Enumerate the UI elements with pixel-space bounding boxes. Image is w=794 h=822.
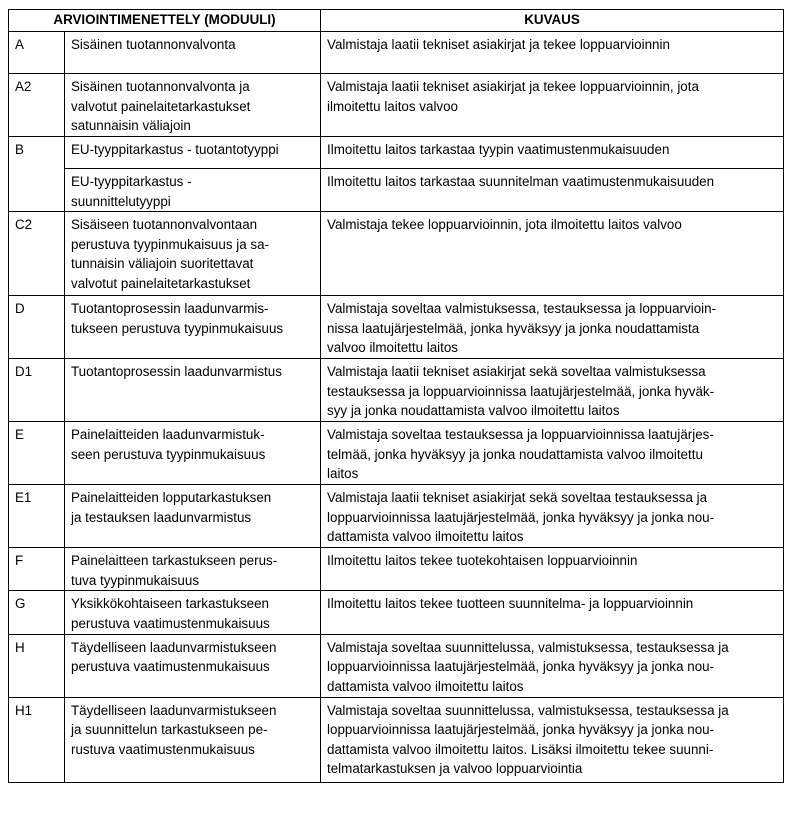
module-code-cell: H1 [9,697,65,782]
module-name-line: perustuva tyypinmukaisuus ja sa- [71,236,269,252]
module-name-line: tuva tyypinmukaisuus [71,572,200,588]
module-name-line: Sisäinen tuotannonvalvonta [71,37,236,52]
description-cell [321,296,784,359]
module-name-line: Painelaitteiden lopputarkastuksen [71,490,272,506]
module-code-cell: E1 [9,485,65,548]
module-name-cell [65,74,321,137]
module-code-cell: E [9,422,65,485]
module-code-cell: D1 [9,359,65,422]
table-row [9,591,784,634]
description-line: Valmistaja soveltaa suunnittelussa, valmistuksessa, testauksessa ja [327,639,729,655]
description-line: dattamista valvoo ilmoitettu laitos [327,529,524,545]
description-cell [321,422,784,485]
module-name-line: Täydelliseen laadunvarmistukseen [71,702,277,718]
table-row [9,485,784,548]
module-code-cell: D [9,296,65,359]
module-name-cell [65,212,321,296]
description-line: Valmistaja laatii tekniset asiakirjat sekä soveltaa valmistuksessa [327,364,706,380]
module-name-cell [65,485,321,548]
module-code-cell: C2 [9,212,65,296]
table-row [9,137,784,169]
description-line: telmatarkastuksen ja valvoo loppuarviointia [327,761,583,777]
module-name-line: tunnaisin väliajoin suoritettavat [71,256,254,272]
module-name-line: Tuotantoprosessin laadunvarmis- [71,301,269,317]
description-line: Valmistaja tekee loppuarvioinnin, jota ilmoitettu laitos valvoo [327,217,682,233]
description-cell [321,548,784,591]
module-name-line: Painelaitteiden laadunvarmistuk- [71,427,265,443]
module-name-cell [65,634,321,697]
description-line: syy ja jonka noudattamista valvoo ilmoitettu laitos [327,403,620,419]
module-name-line: Tuotantoprosessin laadunvarmistus [71,364,282,380]
description-column-header: KUVAUS [321,10,784,32]
description-line: loppuarvioinnissa laatujärjestelmää, jonka hyväksyy ja jonka nou- [327,722,715,738]
module-code-cell: A2 [9,74,65,137]
description-line: dattamista valvoo ilmoitettu laitos. Lisäksi ilmoitettu tekee suunni- [327,741,714,757]
module-name-line: suunnittelutyyppi [71,193,171,209]
module-name-line: Sisäiseen tuotannonvalvontaan [71,217,258,233]
description-line: testauksessa ja loppuarvioinnissa laatujärjestelmää, jonka hyväk- [327,383,715,399]
description-cell [321,137,784,169]
module-name-line: Painelaitteen tarkastukseen perus- [71,553,278,569]
table-row [9,422,784,485]
module-code-cell [9,169,65,212]
description-line: loppuarvioinnissa laatujärjestelmää, jonka hyväksyy ja jonka nou- [327,659,715,675]
module-code-cell: F [9,548,65,591]
description-line: Ilmoitettu laitos tarkastaa suunnitelman vaatimustenmukaisuuden [327,174,715,189]
description-line: Valmistaja soveltaa testauksessa ja loppuarvioinnissa laatujärjes- [327,427,714,443]
description-line: Valmistaja soveltaa suunnittelussa, valmistuksessa, testauksessa ja [327,702,729,718]
description-line: ilmoitettu laitos valvoo [327,98,459,114]
description-line: Valmistaja laatii tekniset asiakirjat ja tekee loppuarvioinnin, jota [327,79,699,94]
module-name-line: Yksikkökohtaiseen tarkastukseen [71,596,269,612]
module-code-cell: A [9,32,65,74]
table-row [9,296,784,359]
description-line: Valmistaja laatii tekniset asiakirjat sekä soveltaa testauksessa ja [327,490,708,506]
module-code-cell: G [9,591,65,634]
module-name-cell [65,422,321,485]
module-name-cell [65,169,321,212]
module-code-cell: H [9,634,65,697]
module-name-line: tukseen perustuva tyypinmukaisuus [71,320,284,336]
module-name-cell [65,697,321,782]
module-name-line: satunnaisin väliajoin [71,118,191,134]
module-name-cell [65,137,321,169]
module-name-cell [65,296,321,359]
module-name-line: EU-tyyppitarkastus - tuotantotyyppi [71,142,279,157]
table-body [9,32,784,783]
module-name-line: ja testauksen laadunvarmistus [71,509,252,525]
module-name-line: rustuva vaatimustenmukaisuus [71,741,255,757]
assessment-modules-table [8,9,784,783]
description-line: laitos [327,466,359,482]
description-cell [321,591,784,634]
description-cell [321,485,784,548]
module-name-cell [65,359,321,422]
description-cell [321,212,784,296]
table-row [9,212,784,296]
module-name-line: Sisäinen tuotannonvalvonta ja [71,79,250,94]
description-line: telmää, jonka hyväksyy ja jonka noudattamista valvoo ilmoitettu [327,446,703,462]
module-name-line: valvotut painelaitetarkastukset [71,98,251,114]
module-code-cell: B [9,137,65,169]
table-row [9,74,784,137]
description-line: valvoo ilmoitettu laitos [327,340,459,356]
table-row [9,359,784,422]
module-name-line: valvotut painelaitetarkastukset [71,275,251,291]
module-name-cell [65,32,321,74]
module-name-line: seen perustuva tyypinmukaisuus [71,446,266,462]
module-name-line: EU-tyyppitarkastus - [71,174,192,189]
module-name-line: perustuva vaatimustenmukaisuus [71,659,270,675]
description-line: Valmistaja laatii tekniset asiakirjat ja tekee loppuarvioinnin [327,37,670,52]
description-line: loppuarvioinnissa laatujärjestelmää, jonka hyväksyy ja jonka nou- [327,509,715,525]
description-cell [321,359,784,422]
table-header-row [9,10,784,32]
description-line: Ilmoitettu laitos tekee tuotteen suunnitelma- ja loppuarvioinnin [327,596,694,612]
module-name-line: Täydelliseen laadunvarmistukseen [71,639,277,655]
description-cell [321,32,784,74]
description-cell [321,169,784,212]
table-row [9,548,784,591]
module-column-header: ARVIOINTIMENETTELY (MODUULI) [9,10,321,32]
table-row [9,697,784,782]
module-name-line: ja suunnittelun tarkastukseen pe- [71,722,268,738]
table-row [9,169,784,212]
description-cell [321,74,784,137]
description-line: dattamista valvoo ilmoitettu laitos [327,678,524,694]
module-name-line: perustuva vaatimustenmukaisuus [71,615,270,631]
description-cell [321,697,784,782]
description-line: nissa laatujärjestelmää, jonka hyväksyy ja jonka noudattamista [327,320,700,336]
table-row [9,32,784,74]
description-line: Valmistaja soveltaa valmistuksessa, testauksessa ja loppuarvioin- [327,301,717,317]
module-name-cell [65,548,321,591]
table-row [9,634,784,697]
description-cell [321,634,784,697]
description-line: Ilmoitettu laitos tarkastaa tyypin vaatimustenmukaisuuden [327,142,670,157]
description-line: Ilmoitettu laitos tekee tuotekohtaisen loppuarvioinnin [327,553,638,569]
module-name-cell [65,591,321,634]
